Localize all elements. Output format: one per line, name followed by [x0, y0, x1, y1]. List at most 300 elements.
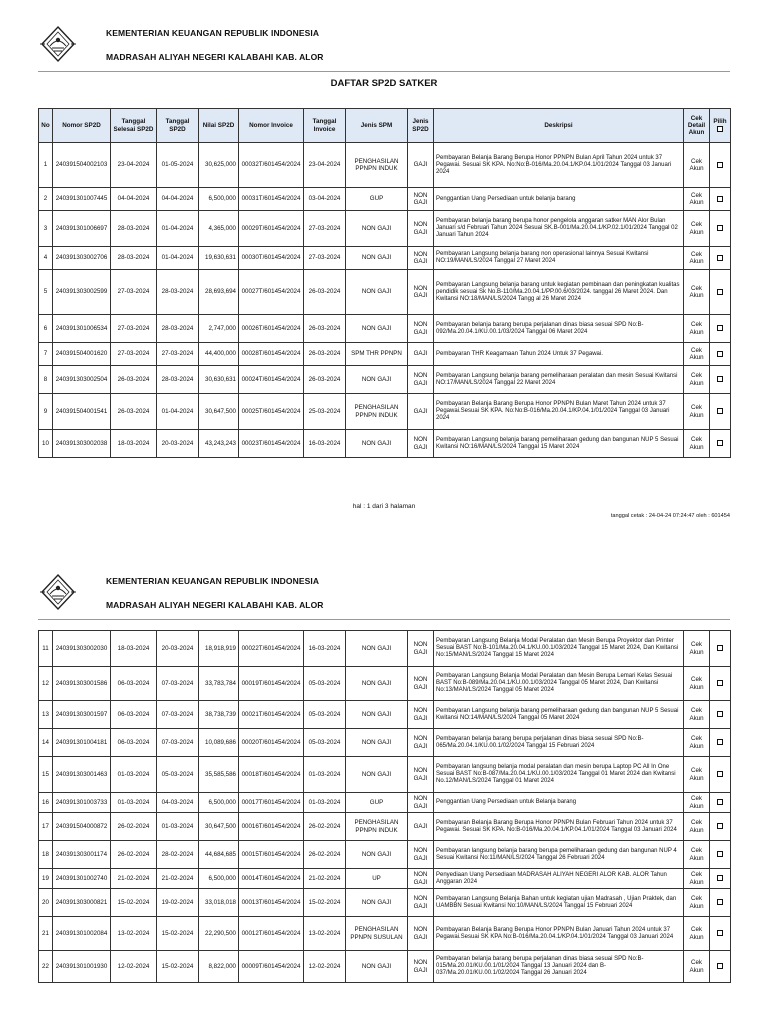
nomor-sp2d: 240391303002504 — [53, 366, 111, 394]
cek-akun-link[interactable]: Cek Akun — [684, 366, 710, 394]
tanggal-sp2d: 04-04-2024 — [157, 188, 199, 211]
cek-akun-link[interactable]: Cek Akun — [684, 211, 710, 247]
tanggal-sp2d: 20-03-2024 — [157, 631, 199, 667]
row-select-checkbox[interactable] — [717, 289, 723, 295]
table-row — [39, 315, 731, 343]
row-select-checkbox[interactable] — [717, 930, 723, 936]
tanggal-selesai: 28-03-2024 — [111, 247, 157, 270]
jenis-spm: NON GAJI — [346, 667, 408, 701]
tanggal-selesai: 06-03-2024 — [111, 701, 157, 729]
table-row — [39, 188, 731, 211]
nomor-invoice: 00026T/601454/2024 — [239, 315, 304, 343]
nomor-sp2d: 240391303002030 — [53, 631, 111, 667]
tanggal-sp2d: 07-03-2024 — [157, 701, 199, 729]
deskripsi: Pembayaran Langsung belanja barang pemeliharaan gedung dan bangunan NUP 5 Sesuai Kwitansi NO:16/MAN/LS/2024 Tanggal 15 Maret 2024 — [434, 430, 684, 458]
nomor-sp2d: 240391504001620 — [53, 343, 111, 366]
tanggal-sp2d: 28-03-2024 — [157, 366, 199, 394]
tanggal-invoice: 13-02-2024 — [304, 917, 346, 951]
deskripsi: Pembayaran Langsung Belanja Modal Peralatan dan Mesin Berupa Proyektor dan Printer Sesuai BAST No:B-101/Ma.20.04.1/KU.00.1/03/2024 Tanggal 15 Maret 2024, Dan Kwitansi No:15/MAN/LS/2024 Tanggal 15 Maret 2024 — [434, 631, 684, 667]
row-select-checkbox[interactable] — [717, 325, 723, 331]
jenis-spm: NON GAJI — [346, 729, 408, 757]
report-header-page-2 — [38, 570, 730, 620]
row-number: 9 — [39, 394, 53, 430]
row-select-checkbox[interactable] — [717, 408, 723, 414]
row-select-checkbox[interactable] — [717, 255, 723, 261]
cek-akun-link[interactable]: Cek Akun — [684, 343, 710, 366]
cek-akun-link[interactable]: Cek Akun — [684, 701, 710, 729]
row-select-checkbox[interactable] — [717, 851, 723, 857]
nomor-sp2d: 240391504001541 — [53, 394, 111, 430]
nilai-sp2d: 18,918,919 — [199, 631, 239, 667]
sp2d-table-continued — [38, 630, 731, 983]
tanggal-selesai: 18-03-2024 — [111, 430, 157, 458]
col-header-nomor-invoice: Nomor Invoice — [239, 109, 304, 143]
nomor-sp2d: 240391303001586 — [53, 667, 111, 701]
nomor-sp2d: 240391303002706 — [53, 247, 111, 270]
kemenkeu-emblem-icon — [38, 572, 78, 612]
tanggal-selesai: 26-03-2024 — [111, 366, 157, 394]
jenis-spm: SPM THR PPNPN — [346, 343, 408, 366]
nomor-sp2d: 240391301006697 — [53, 211, 111, 247]
row-number: 21 — [39, 917, 53, 951]
tanggal-selesai: 12-02-2024 — [111, 951, 157, 983]
table-row — [39, 343, 731, 366]
cek-akun-link[interactable]: Cek Akun — [684, 188, 710, 211]
nomor-invoice: 00016T/601454/2024 — [239, 813, 304, 841]
tanggal-invoice: 05-03-2024 — [304, 729, 346, 757]
nomor-sp2d: 240391303001463 — [53, 757, 111, 793]
table-row — [39, 793, 731, 813]
pilih-cell — [710, 430, 731, 458]
cek-akun-link[interactable]: Cek Akun — [684, 841, 710, 869]
tanggal-invoice: 27-03-2024 — [304, 211, 346, 247]
tanggal-sp2d: 15-02-2024 — [157, 951, 199, 983]
tanggal-selesai: 27-03-2024 — [111, 343, 157, 366]
col-header-tanggal-selesai: Tanggal Selesai SP2D — [111, 109, 157, 143]
jenis-sp2d: GAJI — [408, 813, 434, 841]
nilai-sp2d: 44,684,685 — [199, 841, 239, 869]
nilai-sp2d: 8,822,000 — [199, 951, 239, 983]
nilai-sp2d: 30,647,500 — [199, 813, 239, 841]
table-row — [39, 917, 731, 951]
tanggal-invoice: 26-03-2024 — [304, 343, 346, 366]
nomor-sp2d: 240391301002084 — [53, 917, 111, 951]
jenis-sp2d: NON GAJI — [408, 869, 434, 889]
jenis-spm: GUP — [346, 188, 408, 211]
jenis-sp2d: NON GAJI — [408, 211, 434, 247]
row-select-checkbox[interactable] — [717, 771, 723, 777]
jenis-sp2d: GAJI — [408, 394, 434, 430]
tanggal-invoice: 26-03-2024 — [304, 366, 346, 394]
deskripsi: Pembayaran Belanja Barang Berupa Honor PPNPN Bulan Februari Tahun 2024 untuk 37 Pegawai. Sesuai SK KPA. No:B-016/Ma.20.04.1/KP.04.1/01/2024 Tanggal 03 Januari 2024 — [434, 813, 684, 841]
table-header-row — [39, 109, 731, 143]
nilai-sp2d: 38,738,739 — [199, 701, 239, 729]
nomor-invoice: 00025T/601454/2024 — [239, 394, 304, 430]
tanggal-selesai: 06-03-2024 — [111, 667, 157, 701]
row-number: 11 — [39, 631, 53, 667]
jenis-spm: PENGHASILAN PPNPN INDUK — [346, 813, 408, 841]
jenis-sp2d: NON GAJI — [408, 667, 434, 701]
row-number: 15 — [39, 757, 53, 793]
row-select-checkbox[interactable] — [717, 899, 723, 905]
jenis-sp2d: NON GAJI — [408, 247, 434, 270]
tanggal-selesai: 15-02-2024 — [111, 889, 157, 917]
pilih-cell — [710, 701, 731, 729]
table-row — [39, 211, 731, 247]
nomor-sp2d: 240391504002103 — [53, 143, 111, 188]
nomor-sp2d: 240391303002038 — [53, 430, 111, 458]
deskripsi: Pembayaran langsung belanja modal peralatan dan mesin berupa Laptop PC All In One Sesuai BAST No:B-087/Ma.20.04.1/KU.00.1/03/2024 Tanggal 01 Maret 2024 dan Kwitansi No.12/MAN/LS/2024 Tanggal 01 Maret 2024 — [434, 757, 684, 793]
table-row — [39, 667, 731, 701]
tanggal-sp2d: 01-04-2024 — [157, 247, 199, 270]
tanggal-sp2d: 28-03-2024 — [157, 315, 199, 343]
row-number: 14 — [39, 729, 53, 757]
nomor-invoice: 00030T/601454/2024 — [239, 247, 304, 270]
deskripsi: Pembayaran Belanja Barang Berupa Honor PPNPN Bulan April Tahun 2024 untuk 37 Pegawai. Sesuai SK KPA. No:No:B-016/Ma.20.04.1/KP.04.1/01/2024 Tanggal 03 Januari 2024 — [434, 143, 684, 188]
row-number: 12 — [39, 667, 53, 701]
row-number: 3 — [39, 211, 53, 247]
cek-akun-link[interactable]: Cek Akun — [684, 631, 710, 667]
jenis-spm: GUP — [346, 793, 408, 813]
nilai-sp2d: 6,500,000 — [199, 188, 239, 211]
row-select-checkbox[interactable] — [717, 645, 723, 651]
nomor-invoice: 00018T/601454/2024 — [239, 757, 304, 793]
cek-akun-link[interactable]: Cek Akun — [684, 315, 710, 343]
row-select-checkbox[interactable] — [717, 196, 723, 202]
cek-akun-link[interactable]: Cek Akun — [684, 729, 710, 757]
jenis-sp2d: NON GAJI — [408, 701, 434, 729]
row-number: 17 — [39, 813, 53, 841]
document-title: DAFTAR SP2D SATKER — [330, 78, 438, 89]
select-all-checkbox[interactable] — [717, 126, 723, 132]
tanggal-invoice: 05-03-2024 — [304, 667, 346, 701]
nilai-sp2d: 19,630,631 — [199, 247, 239, 270]
deskripsi: Pembayaran Belanja Barang Berupa Honor PPNPN Bulan Januari Tahun 2024 untuk 37 Pegawai.Sesuai SK KPA No:B-016/Ma.20.04.1/KP.04.1/01/2024 Tanggal 03 Januari 2024 — [434, 917, 684, 951]
jenis-sp2d: NON GAJI — [408, 729, 434, 757]
row-select-checkbox[interactable] — [717, 680, 723, 686]
tanggal-invoice: 26-03-2024 — [304, 270, 346, 315]
pilih-cell — [710, 793, 731, 813]
cek-akun-link[interactable]: Cek Akun — [684, 394, 710, 430]
cek-akun-link[interactable]: Cek Akun — [684, 757, 710, 793]
pilih-cell — [710, 951, 731, 983]
table-row — [39, 143, 731, 188]
jenis-spm: NON GAJI — [346, 366, 408, 394]
nilai-sp2d: 33,018,018 — [199, 889, 239, 917]
cek-akun-link[interactable]: Cek Akun — [684, 813, 710, 841]
jenis-sp2d: NON GAJI — [408, 270, 434, 315]
table-row — [39, 889, 731, 917]
deskripsi: Pembayaran Langsung Belanja Modal Peralatan dan Mesin Berupa Lemari Kelas Sesuai BAST No:B-089/Ma.20.04.1/KU.00.1/03/2024 Tanggal 05 Maret 2024, Dan Kwitansi No:13/MAN/LS/2024 Tanggal 05 Maret 2024 — [434, 667, 684, 701]
row-number: 19 — [39, 869, 53, 889]
row-select-checkbox[interactable] — [717, 823, 723, 829]
nomor-sp2d: 240391504000872 — [53, 813, 111, 841]
nilai-sp2d: 30,625,000 — [199, 143, 239, 188]
table-row — [39, 813, 731, 841]
deskripsi: Pembayaran THR Keagamaan Tahun 2024 Untuk 37 Pegawai. — [434, 343, 684, 366]
col-header-jenis-spm: Jenis SPM — [346, 109, 408, 143]
jenis-spm: PENGHASILAN PPNPN SUSULAN — [346, 917, 408, 951]
nilai-sp2d: 33,783,784 — [199, 667, 239, 701]
nomor-invoice: 00021T/601454/2024 — [239, 701, 304, 729]
org-line-2: MADRASAH ALIYAH NEGERI KALABAHI KAB. ALOR — [106, 52, 324, 62]
table-row — [39, 631, 731, 667]
tanggal-sp2d: 01-03-2024 — [157, 813, 199, 841]
jenis-spm: NON GAJI — [346, 841, 408, 869]
jenis-spm: UP — [346, 869, 408, 889]
pilih-cell — [710, 869, 731, 889]
table-row — [39, 757, 731, 793]
jenis-sp2d: NON GAJI — [408, 841, 434, 869]
table-row — [39, 430, 731, 458]
deskripsi: Pembayaran Belanja Barang Berupa Honor PPNPN Bulan Maret Tahun 2024 untuk 37 Pegawai.Sesuai SK KPA. No:No:B-016/Ma.20.04.1/KP.04.1/01/2024 Tanggal 03 Januari 2024 — [434, 394, 684, 430]
nilai-sp2d: 44,400,000 — [199, 343, 239, 366]
jenis-spm: NON GAJI — [346, 757, 408, 793]
col-header-nilai-sp2d: Nilai SP2D — [199, 109, 239, 143]
table-row — [39, 951, 731, 983]
nilai-sp2d: 4,365,000 — [199, 211, 239, 247]
row-number: 4 — [39, 247, 53, 270]
col-header-deskripsi: Deskripsi — [434, 109, 684, 143]
table-row — [39, 394, 731, 430]
jenis-spm: NON GAJI — [346, 247, 408, 270]
nomor-invoice: 00015T/601454/2024 — [239, 841, 304, 869]
jenis-spm: PENGHASILAN PPNPN INDUK — [346, 394, 408, 430]
tanggal-invoice: 26-02-2024 — [304, 813, 346, 841]
nomor-invoice: 00014T/601454/2024 — [239, 869, 304, 889]
nomor-invoice: 00032T/601454/2024 — [239, 143, 304, 188]
jenis-spm: NON GAJI — [346, 211, 408, 247]
tanggal-selesai: 13-02-2024 — [111, 917, 157, 951]
nomor-invoice: 00024T/601454/2024 — [239, 366, 304, 394]
cek-akun-link[interactable]: Cek Akun — [684, 143, 710, 188]
pilih-cell — [710, 270, 731, 315]
cek-akun-link[interactable]: Cek Akun — [684, 667, 710, 701]
nomor-sp2d: 240391301001930 — [53, 951, 111, 983]
tanggal-selesai: 28-03-2024 — [111, 211, 157, 247]
table-row — [39, 729, 731, 757]
report-header — [38, 22, 730, 72]
tanggal-invoice: 21-02-2024 — [304, 869, 346, 889]
jenis-spm: NON GAJI — [346, 889, 408, 917]
table-row — [39, 701, 731, 729]
row-select-checkbox[interactable] — [717, 376, 723, 382]
jenis-sp2d: NON GAJI — [408, 889, 434, 917]
tanggal-sp2d: 01-04-2024 — [157, 211, 199, 247]
jenis-sp2d: NON GAJI — [408, 430, 434, 458]
row-select-checkbox[interactable] — [717, 711, 723, 717]
pilih-cell — [710, 889, 731, 917]
deskripsi: Penyediaan Uang Persediaan MADRASAH ALIYAH NEGERI ALOR KAB. ALOR Tahun Anggaran 2024 — [434, 869, 684, 889]
nomor-invoice: 00013T/601454/2024 — [239, 889, 304, 917]
deskripsi: Penggantian Uang Persediaan untuk belanja barang — [434, 188, 684, 211]
tanggal-invoice: 27-03-2024 — [304, 247, 346, 270]
nilai-sp2d: 28,693,694 — [199, 270, 239, 315]
nomor-invoice: 00027T/601454/2024 — [239, 270, 304, 315]
tanggal-invoice: 26-03-2024 — [304, 315, 346, 343]
row-number: 16 — [39, 793, 53, 813]
row-select-checkbox[interactable] — [717, 162, 723, 168]
row-number: 13 — [39, 701, 53, 729]
jenis-spm: NON GAJI — [346, 270, 408, 315]
tanggal-sp2d: 07-03-2024 — [157, 667, 199, 701]
tanggal-selesai: 01-03-2024 — [111, 757, 157, 793]
tanggal-invoice: 15-02-2024 — [304, 889, 346, 917]
table-row — [39, 270, 731, 315]
nomor-invoice: 00028T/601454/2024 — [239, 343, 304, 366]
col-header-pilih — [710, 109, 731, 143]
pilih-cell — [710, 247, 731, 270]
org-line-1: KEMENTERIAN KEUANGAN REPUBLIK INDONESIA — [106, 576, 320, 586]
jenis-spm: NON GAJI — [346, 315, 408, 343]
tanggal-sp2d: 27-03-2024 — [157, 343, 199, 366]
table-body-page-1 — [39, 143, 731, 458]
row-number: 8 — [39, 366, 53, 394]
jenis-sp2d: NON GAJI — [408, 793, 434, 813]
tanggal-sp2d: 19-02-2024 — [157, 889, 199, 917]
row-number: 10 — [39, 430, 53, 458]
pilih-cell — [710, 917, 731, 951]
table-row — [39, 366, 731, 394]
col-header-nomor-sp2d: Nomor SP2D — [53, 109, 111, 143]
deskripsi: Pembayaran belanja barang berupa honor pengelola anggaran satker MAN Alor Bulan Januari s/d Februari Tahun 2024 Sesuai SK.B-001/Ma.20.04.1/KP.02.1/01/2024 Tanggal 02 Januari Tahun 2024 — [434, 211, 684, 247]
sp2d-table — [38, 108, 731, 458]
tanggal-selesai: 23-04-2024 — [111, 143, 157, 188]
row-number: 1 — [39, 143, 53, 188]
tanggal-selesai: 18-03-2024 — [111, 631, 157, 667]
report-page-2 — [0, 548, 768, 1024]
cek-akun-link[interactable]: Cek Akun — [684, 869, 710, 889]
deskripsi: Pembayaran Langsung belanja barang non operasional lainnya Sesuai Kwitansi NO:19/MAN/LS/2024 Tanggal 27 Maret 2024 — [434, 247, 684, 270]
nomor-sp2d: 240391301006534 — [53, 315, 111, 343]
table-row — [39, 247, 731, 270]
jenis-sp2d: GAJI — [408, 143, 434, 188]
deskripsi: Pembayaran belanja barang berupa perjalanan dinas biasa sesuai SPD No:B-015/Ma.20.01/KU.00.1/01/2024 Tanggal 13 Januari 2024 dan B-037/Ma.20.01/KU.00.1/02/2024 Tanggal 26 Januari 2024 — [434, 951, 684, 983]
tanggal-sp2d: 20-03-2024 — [157, 430, 199, 458]
deskripsi: Pembayaran Langsung belanja barang untuk kegiatan pembinaan dan peningkatan kualitas pendidik sesuai Sk No.B-110/Ma.20.04.1/PP.00.6/03/2024. tanggal 26 Maret 2024. Dan Kwitansi NO:18/MAN/LS/2024 Tangg al 26 Maret 2024 — [434, 270, 684, 315]
row-select-checkbox[interactable] — [717, 739, 723, 745]
tanggal-selesai: 26-03-2024 — [111, 394, 157, 430]
jenis-spm: NON GAJI — [346, 701, 408, 729]
jenis-sp2d: NON GAJI — [408, 188, 434, 211]
tanggal-invoice: 03-04-2024 — [304, 188, 346, 211]
tanggal-invoice: 23-04-2024 — [304, 143, 346, 188]
kemenkeu-emblem-icon — [38, 24, 78, 64]
nomor-sp2d: 240391303001174 — [53, 841, 111, 869]
nomor-sp2d: 240391301007445 — [53, 188, 111, 211]
row-number: 22 — [39, 951, 53, 983]
tanggal-invoice: 01-03-2024 — [304, 793, 346, 813]
nomor-sp2d: 240391301002740 — [53, 869, 111, 889]
cek-akun-link[interactable]: Cek Akun — [684, 247, 710, 270]
pilih-cell — [710, 315, 731, 343]
tanggal-sp2d: 28-02-2024 — [157, 841, 199, 869]
tanggal-selesai: 27-03-2024 — [111, 315, 157, 343]
pilih-cell — [710, 841, 731, 869]
pilih-cell — [710, 729, 731, 757]
page-number-info: hal : 1 dari 3 halaman — [352, 503, 416, 510]
nomor-invoice: 00029T/601454/2024 — [239, 211, 304, 247]
tanggal-invoice: 16-03-2024 — [304, 430, 346, 458]
jenis-sp2d: NON GAJI — [408, 917, 434, 951]
nilai-sp2d: 10,089,686 — [199, 729, 239, 757]
nomor-invoice: 00031T/601454/2024 — [239, 188, 304, 211]
cek-akun-link[interactable]: Cek Akun — [684, 951, 710, 983]
nilai-sp2d: 35,585,586 — [199, 757, 239, 793]
nilai-sp2d: 6,500,000 — [199, 869, 239, 889]
jenis-sp2d: NON GAJI — [408, 951, 434, 983]
cek-akun-link[interactable]: Cek Akun — [684, 917, 710, 951]
row-select-checkbox[interactable] — [717, 799, 723, 805]
pilih-cell — [710, 188, 731, 211]
cek-akun-link[interactable]: Cek Akun — [684, 793, 710, 813]
table-body-page-2 — [39, 631, 731, 983]
tanggal-invoice: 01-03-2024 — [304, 757, 346, 793]
tanggal-invoice: 12-02-2024 — [304, 951, 346, 983]
nomor-sp2d: 240391303000821 — [53, 889, 111, 917]
row-select-checkbox[interactable] — [717, 351, 723, 357]
row-select-checkbox[interactable] — [717, 440, 723, 446]
nomor-invoice: 00009T/601454/2024 — [239, 951, 304, 983]
pilih-cell — [710, 211, 731, 247]
jenis-sp2d: NON GAJI — [408, 366, 434, 394]
col-header-tanggal-invoice: Tanggal Invoice — [304, 109, 346, 143]
pilih-cell — [710, 343, 731, 366]
table-row — [39, 841, 731, 869]
tanggal-sp2d: 28-03-2024 — [157, 270, 199, 315]
nomor-sp2d: 240391301004181 — [53, 729, 111, 757]
nomor-sp2d: 240391301003733 — [53, 793, 111, 813]
tanggal-sp2d: 21-02-2024 — [157, 869, 199, 889]
deskripsi: Pembayaran Langsung Belanja Bahan untuk kegiatan ujian Madrasah , Ujian Praktek, dan UAMBBN Sesuai Kwitansi No:10/MAN/LS/2024 Tanggal 15 Februari 2024 — [434, 889, 684, 917]
nomor-sp2d: 240391303001597 — [53, 701, 111, 729]
pilih-cell — [710, 757, 731, 793]
pilih-cell — [710, 667, 731, 701]
row-number: 5 — [39, 270, 53, 315]
row-number: 20 — [39, 889, 53, 917]
jenis-sp2d: NON GAJI — [408, 757, 434, 793]
cek-akun-link[interactable]: Cek Akun — [684, 889, 710, 917]
jenis-sp2d: NON GAJI — [408, 631, 434, 667]
tanggal-selesai: 26-02-2024 — [111, 841, 157, 869]
col-header-cek-detail-akun: Cek Detail Akun — [684, 109, 710, 143]
row-select-checkbox[interactable] — [717, 875, 723, 881]
tanggal-sp2d: 07-03-2024 — [157, 729, 199, 757]
row-select-checkbox[interactable] — [717, 963, 723, 969]
row-select-checkbox[interactable] — [717, 225, 723, 231]
nomor-invoice: 00022T/601454/2024 — [239, 631, 304, 667]
row-number: 6 — [39, 315, 53, 343]
row-number: 18 — [39, 841, 53, 869]
org-line-1: KEMENTERIAN KEUANGAN REPUBLIK INDONESIA — [106, 28, 320, 38]
org-line-2: MADRASAH ALIYAH NEGERI KALABAHI KAB. ALOR — [106, 600, 324, 610]
tanggal-selesai: 21-02-2024 — [111, 869, 157, 889]
nilai-sp2d: 6,500,000 — [199, 793, 239, 813]
table-row — [39, 869, 731, 889]
tanggal-sp2d: 05-03-2024 — [157, 757, 199, 793]
nilai-sp2d: 22,290,500 — [199, 917, 239, 951]
tanggal-invoice: 16-03-2024 — [304, 631, 346, 667]
tanggal-invoice: 25-03-2024 — [304, 394, 346, 430]
print-timestamp: tanggal cetak : 24-04-24 07:24:47 oleh : 601454 — [610, 513, 730, 519]
cek-akun-link[interactable]: Cek Akun — [684, 430, 710, 458]
nomor-sp2d: 240391303002599 — [53, 270, 111, 315]
row-number: 2 — [39, 188, 53, 211]
pilih-cell — [710, 143, 731, 188]
deskripsi: Pembayaran Langsung belanja barang pemeliharaan peralatan dan mesin Sesuai Kwitansi NO:17/MAN/LS/2024 Tanggal 22 Maret 2024 — [434, 366, 684, 394]
cek-akun-link[interactable]: Cek Akun — [684, 270, 710, 315]
jenis-spm: NON GAJI — [346, 430, 408, 458]
